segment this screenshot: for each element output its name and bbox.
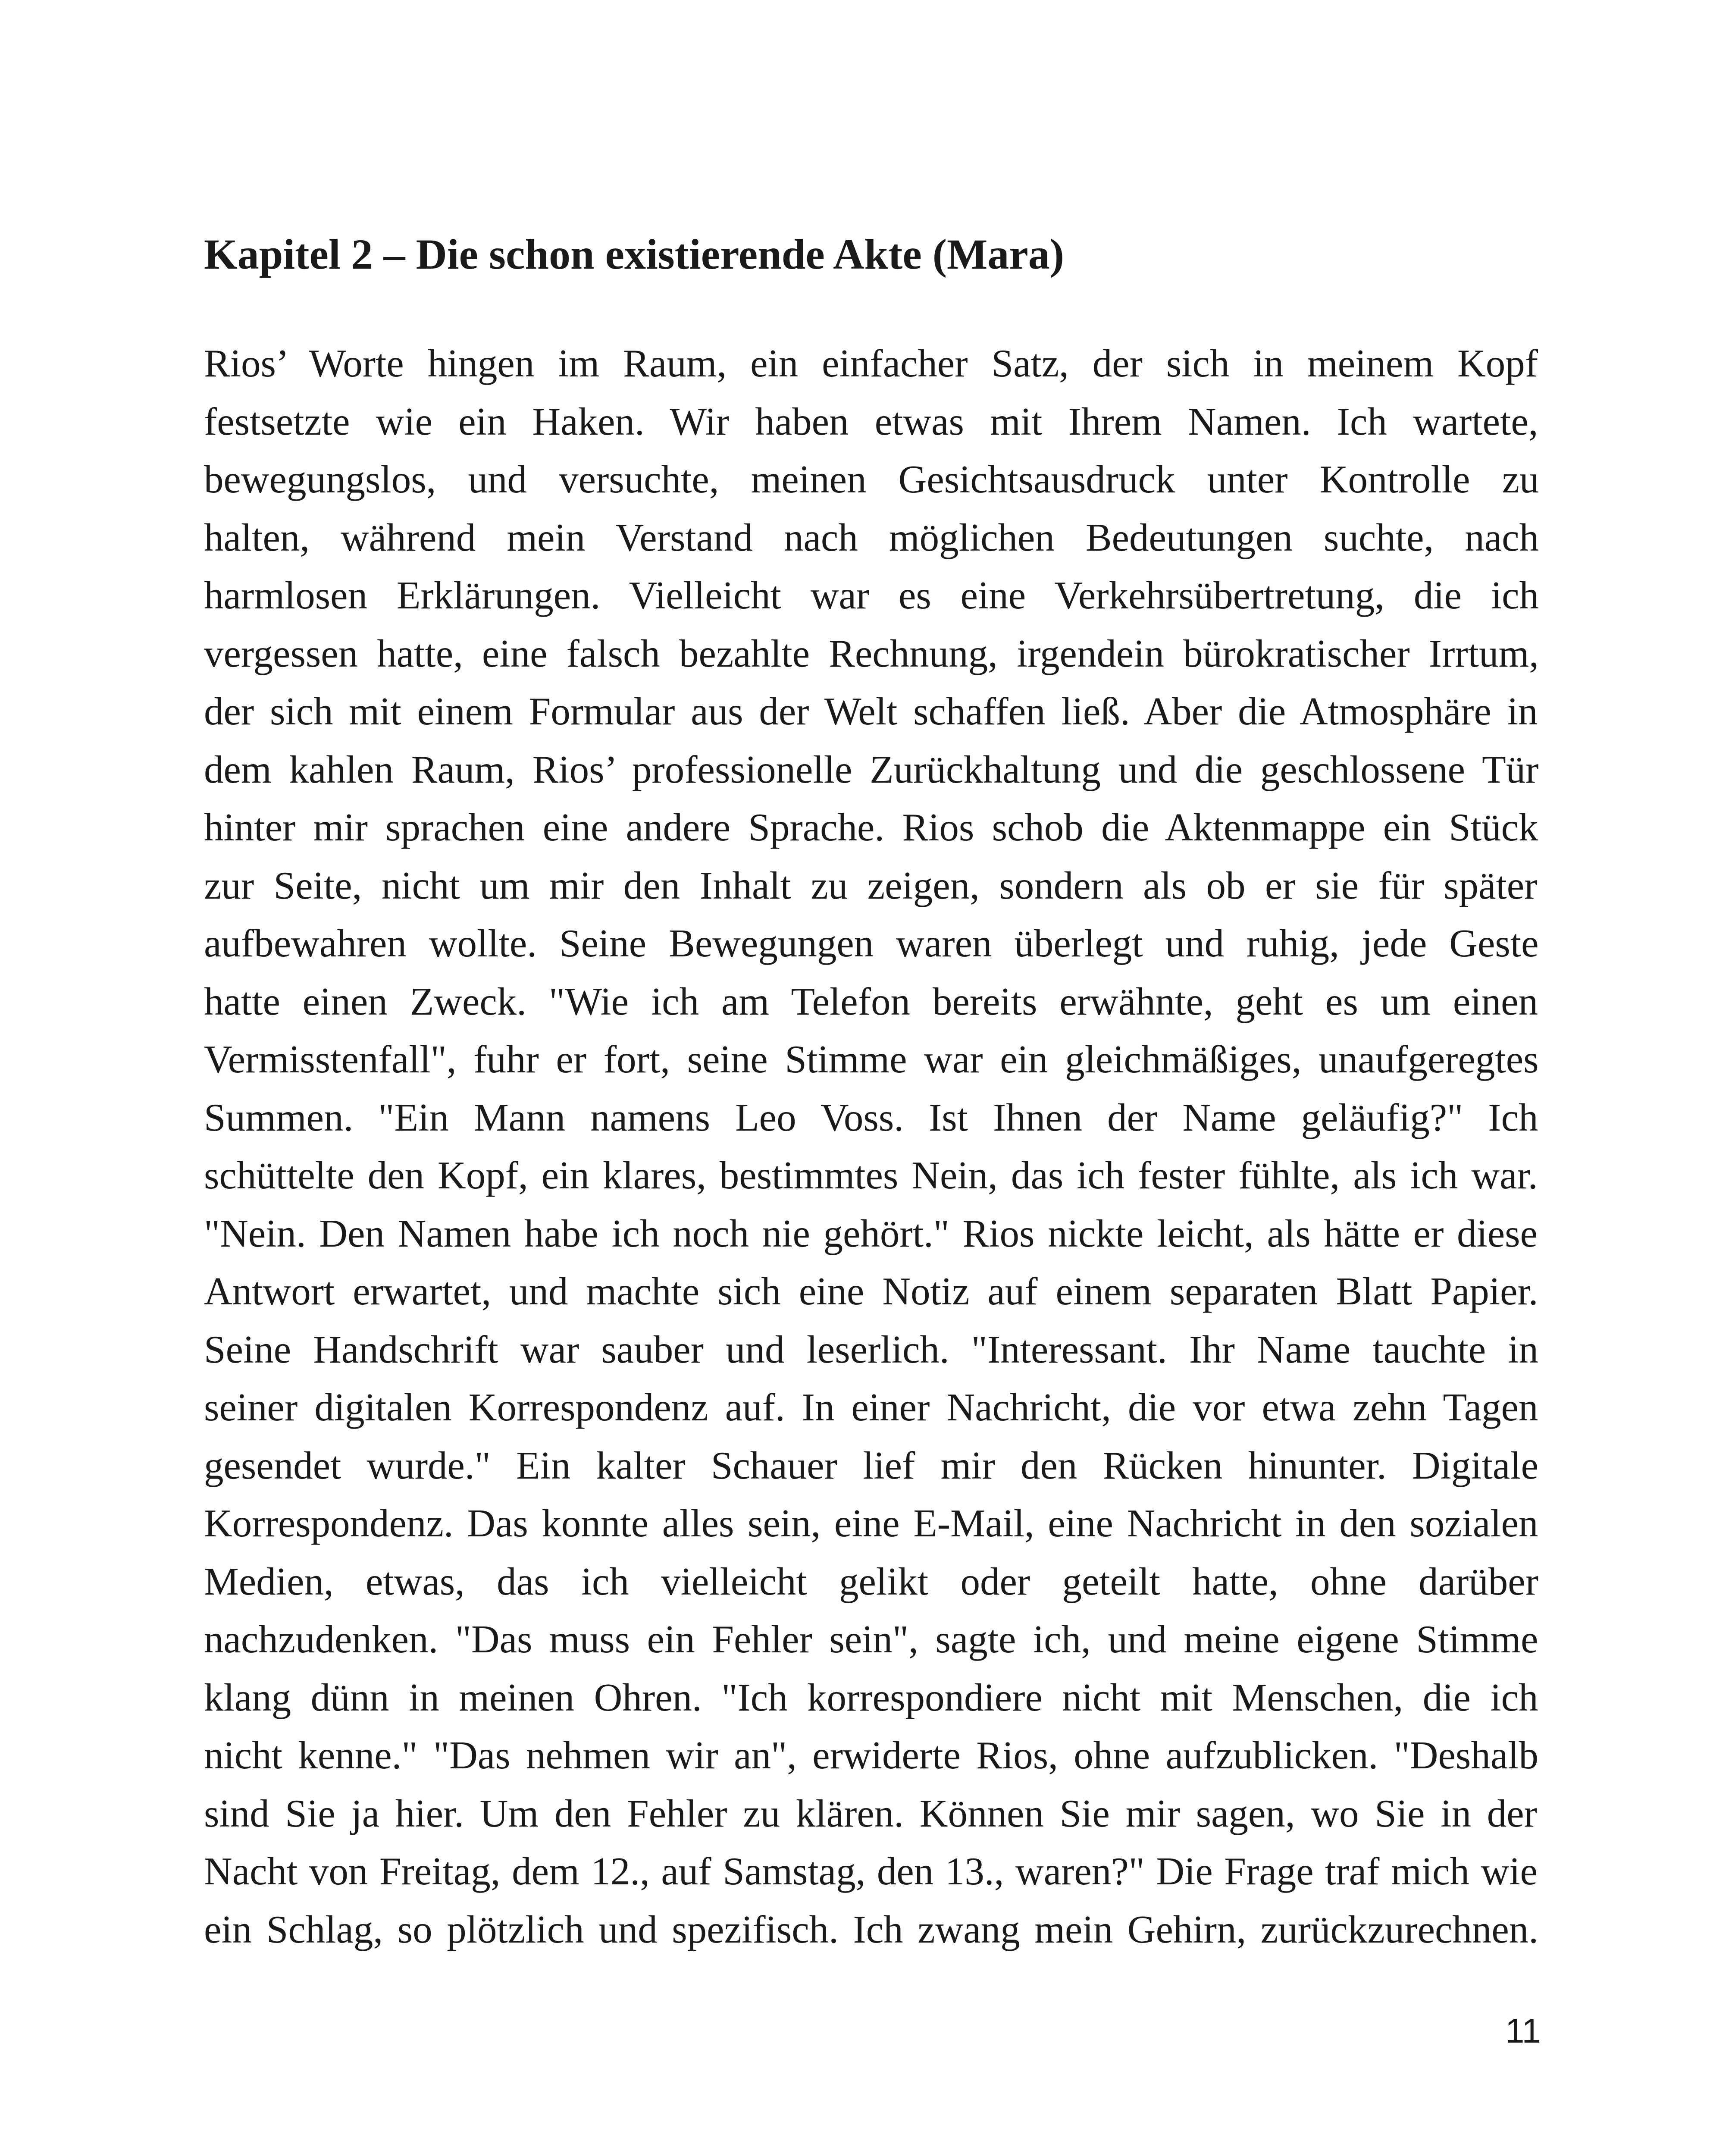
text-line: "Nein. Den Namen habe ich noch nie gehört." Rios nickte leicht, als hätte er diese <box>204 1211 1538 1255</box>
text-line: nicht kenne." "Das nehmen wir an", erwiderte Rios, ohne aufzublicken. "Deshalb <box>204 1733 1538 1777</box>
text-line: hatte einen Zweck. "Wie ich am Telefon bereits erwähnte, geht es um einen <box>204 979 1538 1023</box>
text-line: der sich mit einem Formular aus der Welt schaffen ließ. Aber die Atmosphäre in <box>204 689 1538 733</box>
text-line: Korrespondenz. Das konnte alles sein, eine E-Mail, eine Nachricht in den sozialen <box>204 1501 1538 1545</box>
body-text <box>204 335 1541 1959</box>
text-line: Vermisstenfall", fuhr er fort, seine Stimme war ein gleichmäßiges, unaufgeregtes <box>204 1037 1539 1081</box>
text-line: Rios’ Worte hingen im Raum, ein einfacher Satz, der sich in meinem Kopf <box>204 342 1538 385</box>
text-line: seiner digitalen Korrespondenz auf. In einer Nachricht, die vor etwa zehn Tagen <box>204 1385 1538 1429</box>
text-line: nachzudenken. "Das muss ein Fehler sein", sagte ich, und meine eigene Stimme <box>204 1617 1538 1661</box>
page-number: 11 <box>1505 2012 1541 2050</box>
text-line: Nacht von Freitag, dem 12., auf Samstag, den 13., waren?" Die Frage traf mich wie <box>204 1849 1538 1893</box>
text-line: sind Sie ja hier. Um den Fehler zu klären. Können Sie mir sagen, wo Sie in der <box>204 1791 1537 1835</box>
text-line: halten, während mein Verstand nach möglichen Bedeutungen suchte, nach <box>204 515 1539 559</box>
text-line: Medien, etwas, das ich vielleicht gelikt oder geteilt hatte, ohne darüber <box>204 1559 1538 1603</box>
chapter-title: Kapitel 2 – Die schon existierende Akte (Mara) <box>204 230 1065 278</box>
text-line: Seine Handschrift war sauber und leserlich. "Interessant. Ihr Name tauchte in <box>204 1327 1538 1371</box>
text-line: gesendet wurde." Ein kalter Schauer lief mir den Rücken hinunter. Digitale <box>204 1443 1538 1487</box>
text-line: aufbewahren wollte. Seine Bewegungen waren überlegt und ruhig, jede Geste <box>204 921 1539 965</box>
text-line: zur Seite, nicht um mir den Inhalt zu zeigen, sondern als ob er sie für später <box>204 863 1538 907</box>
text-line: harmlosen Erklärungen. Vielleicht war es eine Verkehrsübertretung, die ich <box>204 573 1539 617</box>
text-line: klang dünn in meinen Ohren. "Ich korrespondiere nicht mit Menschen, die ich <box>204 1675 1538 1719</box>
text-line: festsetzte wie ein Haken. Wir haben etwas mit Ihrem Namen. Ich wartete, <box>204 399 1538 443</box>
text-line: bewegungslos, und versuchte, meinen Gesichtsausdruck unter Kontrolle zu <box>204 458 1539 501</box>
text-line: Summen. "Ein Mann namens Leo Voss. Ist Ihnen der Name geläufig?" Ich <box>204 1095 1538 1139</box>
text-line: Antwort erwartet, und machte sich eine Notiz auf einem separaten Blatt Papier. <box>204 1269 1538 1313</box>
text-line: schüttelte den Kopf, ein klares, bestimmtes Nein, das ich fester fühlte, als ich war. <box>204 1153 1538 1197</box>
text-line: dem kahlen Raum, Rios’ professionelle Zurückhaltung und die geschlossene Tür <box>204 747 1539 791</box>
text-line: hinter mir sprachen eine andere Sprache. Rios schob die Aktenmappe ein Stück <box>204 805 1538 849</box>
text-line: ein Schlag, so plötzlich und spezifisch. Ich zwang mein Gehirn, zurückzurechnen. <box>204 1907 1538 1951</box>
text-line: vergessen hatte, eine falsch bezahlte Rechnung, irgendein bürokratischer Irrtum, <box>204 631 1539 675</box>
